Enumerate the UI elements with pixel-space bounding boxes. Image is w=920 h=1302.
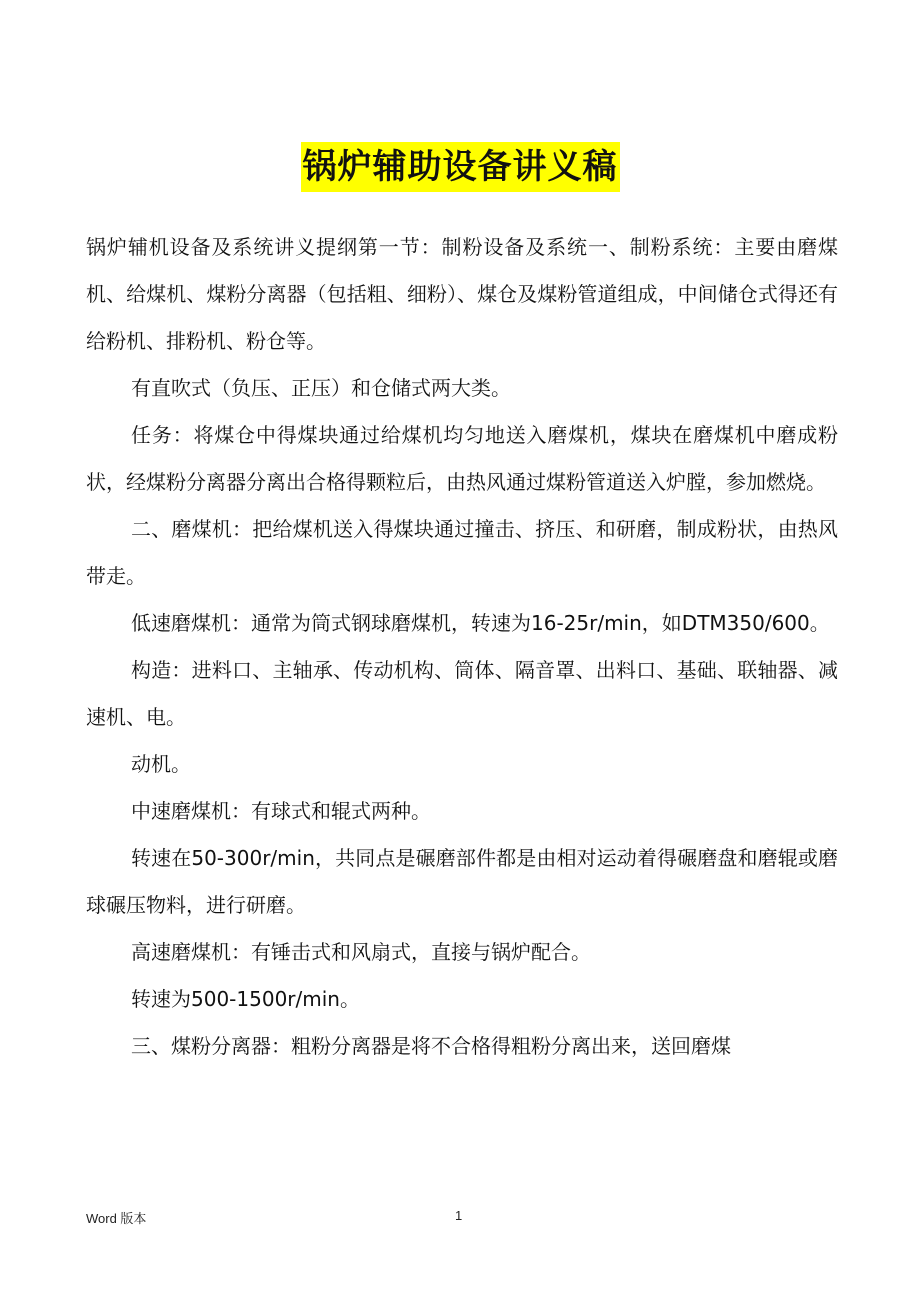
paragraph: 低速磨煤机：通常为筒式钢球磨煤机，转速为16-25r/min，如DTM350/600。 <box>131 611 830 635</box>
paragraph: 任务：将煤仓中得煤块通过给煤机均匀地送入磨煤机，煤块在磨煤机中磨成粉状，经煤粉分离器分离出合格得颗粒后，由热风通过煤粉管道送入炉膛，参加燃烧。 <box>86 423 838 494</box>
paragraph: 二、磨煤机：把给煤机送入得煤块通过撞击、挤压、和研磨，制成粉状，由热风带走。 <box>86 517 838 588</box>
paragraph: 有直吹式（负压、正压）和仓储式两大类。 <box>131 376 511 400</box>
document-body <box>86 224 838 1070</box>
paragraph: 转速在50-300r/min，共同点是碾磨部件都是由相对运动着得碾磨盘和磨辊或磨球碾压物料，进行研磨。 <box>86 846 838 917</box>
paragraph: 中速磨煤机：有球式和辊式两种。 <box>131 799 431 823</box>
paragraph: 动机。 <box>131 752 191 776</box>
paragraph: 构造：进料口、主轴承、传动机构、筒体、隔音罩、出料口、基础、联轴器、减速机、电。 <box>86 658 838 729</box>
title-container <box>0 142 920 192</box>
paragraph: 三、煤粉分离器：粗粉分离器是将不合格得粗粉分离出来，送回磨煤 <box>131 1034 731 1058</box>
paragraph: 锅炉辅机设备及系统讲义提纲第一节：制粉设备及系统一、制粉系统：主要由磨煤机、给煤机、煤粉分离器（包括粗、细粉）、煤仓及煤粉管道组成，中间储仓式得还有给粉机、排粉机、粉仓等。 <box>86 235 838 353</box>
paragraph: 高速磨煤机：有锤击式和风扇式，直接与锅炉配合。 <box>131 940 591 964</box>
document-title: 锅炉辅助设备讲义稿 <box>301 142 620 192</box>
paragraph: 转速为500-1500r/min。 <box>131 987 360 1011</box>
footer-label: Word 版本 <box>86 1211 147 1226</box>
page-number: 1 <box>455 1208 463 1223</box>
